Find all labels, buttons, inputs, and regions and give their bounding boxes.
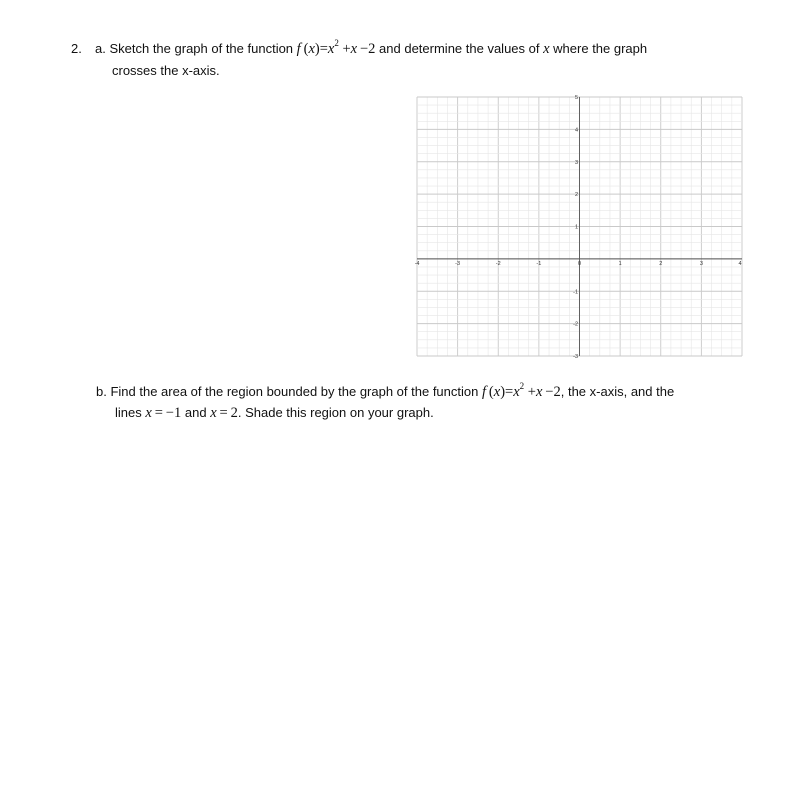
part-a-var: x xyxy=(543,41,550,57)
x-tick-label: -4 xyxy=(415,260,420,267)
part-b-line1 xyxy=(96,381,675,400)
x-tick-label: 3 xyxy=(699,260,703,267)
x-tick-label: -3 xyxy=(455,260,461,267)
part-b-text: Find the area of the region bounded by the graph of the function xyxy=(110,384,479,399)
x-tick-label: -1 xyxy=(536,260,542,267)
part-b-lines: lines xyxy=(115,405,142,420)
part-b-function: f $(x)=x^2 +x -2$ xyxy=(481,381,561,400)
part-a-text-after: and determine the values of xyxy=(379,41,540,56)
part-b-and: and xyxy=(184,405,207,420)
part-a-function: f $(x)=x^2 +x -2$ xyxy=(296,38,376,57)
y-tick-label: -2 xyxy=(573,321,578,328)
part-a-line2: crosses the x-axis. xyxy=(112,63,220,78)
x-tick-label: -2 xyxy=(495,260,501,267)
x-tick-label: 4 xyxy=(738,260,742,267)
question-number: 2. xyxy=(71,41,82,56)
y-tick-label: -3 xyxy=(573,354,578,358)
y-tick-label: 1 xyxy=(574,224,578,231)
part-b-label: b. xyxy=(96,384,107,399)
coordinate-grid xyxy=(415,94,745,358)
y-tick-label: -1 xyxy=(573,289,578,296)
part-b-line2 xyxy=(115,405,434,421)
part-b-bound1: x = −1 xyxy=(145,405,182,421)
part-b-line2-end: . Shade this region on your graph. xyxy=(237,405,434,420)
y-tick-label: 4 xyxy=(574,127,578,134)
y-tick-label: 5 xyxy=(574,95,578,101)
part-b-bound2: x = 2 xyxy=(210,405,238,421)
y-tick-label: 2 xyxy=(574,192,578,199)
y-tick-label: 3 xyxy=(574,159,578,166)
x-tick-label: 1 xyxy=(618,260,622,267)
part-a-text-after2: where the graph xyxy=(553,41,648,56)
x-tick-label: 0 xyxy=(577,260,582,267)
part-a-label: a. xyxy=(95,41,106,56)
part-a-line1 xyxy=(95,38,648,57)
part-a-text: Sketch the graph of the function xyxy=(109,41,294,56)
part-b-text-after: , the x-axis, and the xyxy=(560,384,675,399)
x-tick-label: 2 xyxy=(659,260,663,267)
